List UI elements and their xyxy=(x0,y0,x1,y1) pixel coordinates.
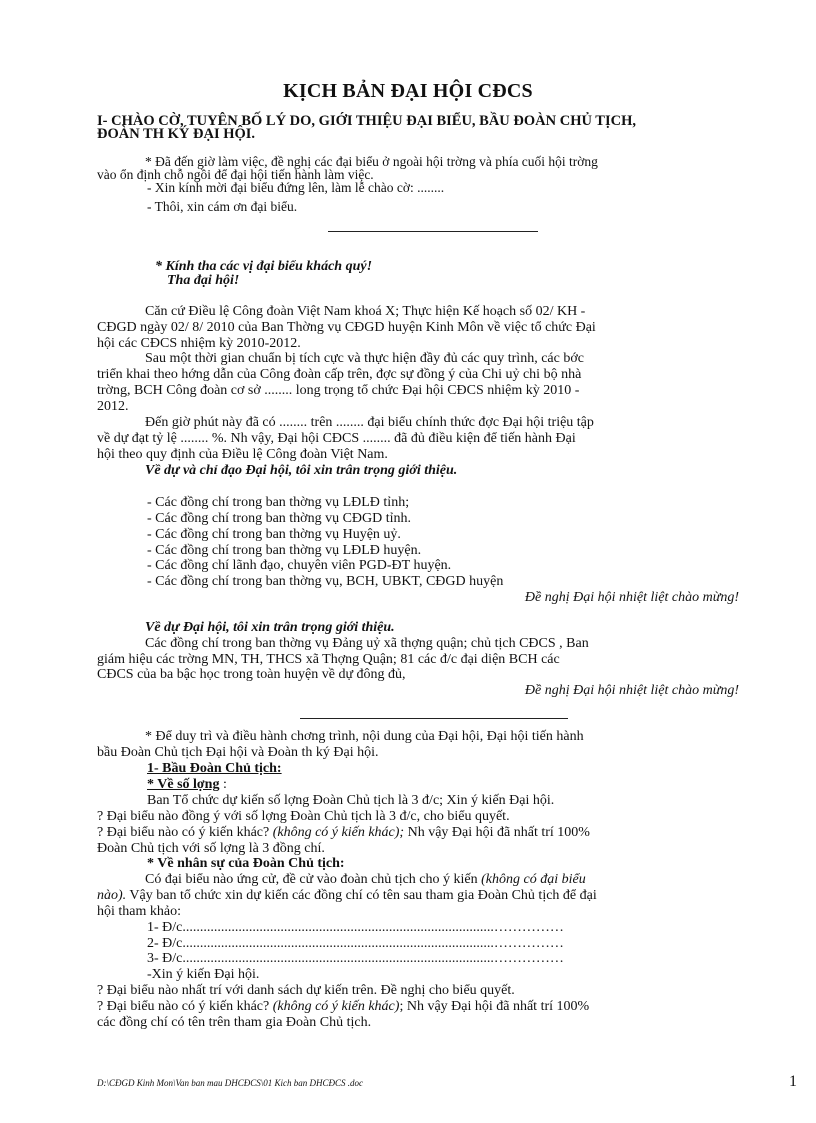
qty-l3-result: Nh vậy Đại hội đã nhất trí 100% xyxy=(404,825,590,840)
attendees-l2: giám hiệu các trờng MN, TH, THCS xã Thợng Quận; 81 các đ/c đại diện BCH các xyxy=(97,652,560,667)
guests-intro-heading: Về dự và chỉ đạo Đại hội, tôi xin trân trọng giới thiệu. xyxy=(145,463,458,478)
body-p3-l3: hội theo quy định của Điều lệ Công đoàn Việt Nam. xyxy=(97,447,388,462)
candidate-2: 2- Đ/c.........................................................................................…………… xyxy=(147,936,564,951)
qty-l3 xyxy=(97,826,739,839)
vote-l2-result: ; Nh vậy Đại hội đã nhất trí 100% xyxy=(399,999,590,1014)
pers-l2-text: Vậy ban tổ chức xin dự kiến các đồng chí có tên sau tham gia Đoàn Chủ tịch để đại xyxy=(126,888,597,903)
flag-salute-line: - Xin kính mời đại biểu đứng lên, làm lễ chào cờ: ........ xyxy=(147,180,445,195)
attendees-l1: Các đồng chí trong ban thờng vụ Đảng uỷ xã thợng quận; chủ tịch CĐCS , Ban xyxy=(145,636,589,651)
body-p1-l1: Căn cứ Điều lệ Công đoàn Việt Nam khoá X; Thực hiện Kế hoạch số 02/ KH - xyxy=(145,304,586,319)
divider xyxy=(328,231,538,232)
section-heading-line1: I- CHÀO CỜ, TUYÊN BỐ LÝ DO, GIỚI THIỆU ĐẠI BIỂU, BẦU ĐOÀN CHỦ TỊCH, xyxy=(97,113,636,129)
vote-l2-question: ? Đại biểu nào có ý kiến khác? xyxy=(97,999,273,1014)
candidate-3: 3- Đ/c.........................................................................................…………… xyxy=(147,951,564,966)
qty-heading xyxy=(147,778,447,791)
pers-l2-note: nào). xyxy=(97,888,127,903)
welcome-line: Đề nghị Đại hội nhiệt liệt chào mừng! xyxy=(524,590,739,605)
qty-heading-text: * Về số lợng xyxy=(147,777,220,792)
pers-l1-note: (không có đại biểu xyxy=(481,872,586,887)
vote-l2-note: (không có ý kiến khác) xyxy=(272,999,400,1014)
greeting-line2: Tha đại hội! xyxy=(167,273,240,288)
qty-l3-question: ? Đại biểu nào có ý kiến khác? xyxy=(97,825,273,840)
body-p3-l2: về dự đạt tỷ lệ ........ %. Nh vậy, Đại hội CĐCS ........ đã đủ điều kiện để tiến hành Đại xyxy=(97,431,576,446)
guest-item-1: - Các đồng chí trong ban thờng vụ LĐLĐ tỉnh; xyxy=(147,495,410,510)
guest-item-6: - Các đồng chí trong ban thờng vụ, BCH, UBKT, CĐGD huyện xyxy=(147,574,504,589)
vote-l2 xyxy=(97,1000,739,1013)
pers-l1-text: Có đại biểu nào ứng cử, đề cử vào đoàn chủ tịch cho ý kiến xyxy=(145,872,482,887)
attendees-heading: Về dự Đại hội, tôi xin trân trọng giới thiệu. xyxy=(145,620,395,635)
guest-item-5: - Các đồng chí lãnh đạo, chuyên viên PGD-ĐT huyện. xyxy=(147,558,452,573)
greeting-line1: * Kính tha các vị đại biểu khách quý! xyxy=(155,259,373,274)
election-sub1-text: 1- Bầu Đoàn Chủ tịch: xyxy=(147,761,282,776)
body-p1-l2: CĐGD ngày 02/ 8/ 2010 của Ban Thờng vụ CĐGD huyện Kinh Môn về việc tổ chức Đại xyxy=(97,320,596,335)
candidate-1: 1- Đ/c.........................................................................................…………… xyxy=(147,920,564,935)
qty-l2: ? Đại biểu nào đồng ý với số lợng Đoàn Chủ tịch là 3 đ/c, cho biểu quyết. xyxy=(97,809,510,824)
qty-l4: Đoàn Chủ tịch với số lợng là 3 đồng chí. xyxy=(97,841,325,856)
pers-l1 xyxy=(97,873,739,886)
footer-file-path: D:\CĐGD Kinh Mon\Van ban mau DHCĐCS\01 Kich ban DHCĐCS .doc xyxy=(97,1078,364,1088)
body-p1-l3: hội các CĐCS nhiệm kỳ 2010-2012. xyxy=(97,336,301,351)
qty-heading-colon: : xyxy=(222,777,227,792)
attendees-welcome: Đề nghị Đại hội nhiệt liệt chào mừng! xyxy=(524,683,739,698)
document-title: KỊCH BẢN ĐẠI HỘI CĐCS xyxy=(283,80,533,102)
election-p-l2: bầu Đoàn Chủ tịch Đại hội và Đoàn th ký Đại hội. xyxy=(97,745,379,760)
section-heading-line2: ĐOÀN TH KÝ ĐẠI HỘI. xyxy=(97,126,256,142)
personnel-heading: * Về nhân sự của Đoàn Chủ tịch: xyxy=(147,856,345,871)
ask-opinion: -Xin ý kiến Đại hội. xyxy=(147,967,260,982)
intro-line1: * Đã đến giờ làm việc, đề nghị các đại biểu ở ngoài hội trờng và phía cuối hội trờng xyxy=(145,154,598,169)
vote-l3: các đồng chí có tên trên tham gia Đoàn Chủ tịch. xyxy=(97,1015,372,1030)
body-p2-l3: trờng, BCH Công đoàn cơ sở ........ long trọng tổ chức Đại hội CĐCS nhiệm kỳ 2010 - xyxy=(97,383,580,398)
guest-item-3: - Các đồng chí trong ban thờng vụ Huyện uỷ. xyxy=(147,527,401,542)
election-p-l1: * Để duy trì và điều hành chơng trình, nội dung của Đại hội, Đại hội tiến hành xyxy=(145,729,584,744)
body-p3-l1: Đến giờ phút này đã có ........ trên ........ đại biểu chính thức đợc Đại hội triệu tập xyxy=(145,415,594,430)
election-sub1 xyxy=(147,762,447,775)
qty-l3-note: (không có ý kiến khác); xyxy=(272,825,405,840)
qty-l1: Ban Tổ chức dự kiến số lợng Đoàn Chủ tịch là 3 đ/c; Xin ý kiến Đại hội. xyxy=(147,793,555,808)
body-p2-l1: Sau một thời gian chuẩn bị tích cực và thực hiện đầy đủ các quy trình, các bớc xyxy=(145,351,584,366)
thanks-line: - Thôi, xin cám ơn đại biểu. xyxy=(147,199,298,214)
body-p2-l2: triển khai theo hớng dẫn của Công đoàn cấp trên, đợc sự đồng ý của Chi uỷ chi bộ nhà xyxy=(97,367,582,382)
attendees-l3: CĐCS của ba bậc học trong toàn huyện về dự đông đủ, xyxy=(97,667,406,682)
guest-item-4: - Các đồng chí trong ban thờng vụ LĐLĐ huyện. xyxy=(147,543,422,558)
pers-l3: hội tham khảo: xyxy=(97,904,181,919)
guest-item-2: - Các đồng chí trong ban thờng vụ CĐGD tỉnh. xyxy=(147,511,412,526)
divider-2 xyxy=(300,718,568,719)
page-number: 1 xyxy=(789,1073,797,1090)
pers-l2 xyxy=(97,889,739,902)
intro-line2: vào ổn định chỗ ngồi để đại hội tiến hành làm việc. xyxy=(97,167,374,182)
body-p2-l4: 2012. xyxy=(97,399,129,414)
vote-l1: ? Đại biểu nào nhất trí với danh sách dự kiến trên. Đề nghị cho biểu quyết. xyxy=(97,983,515,998)
